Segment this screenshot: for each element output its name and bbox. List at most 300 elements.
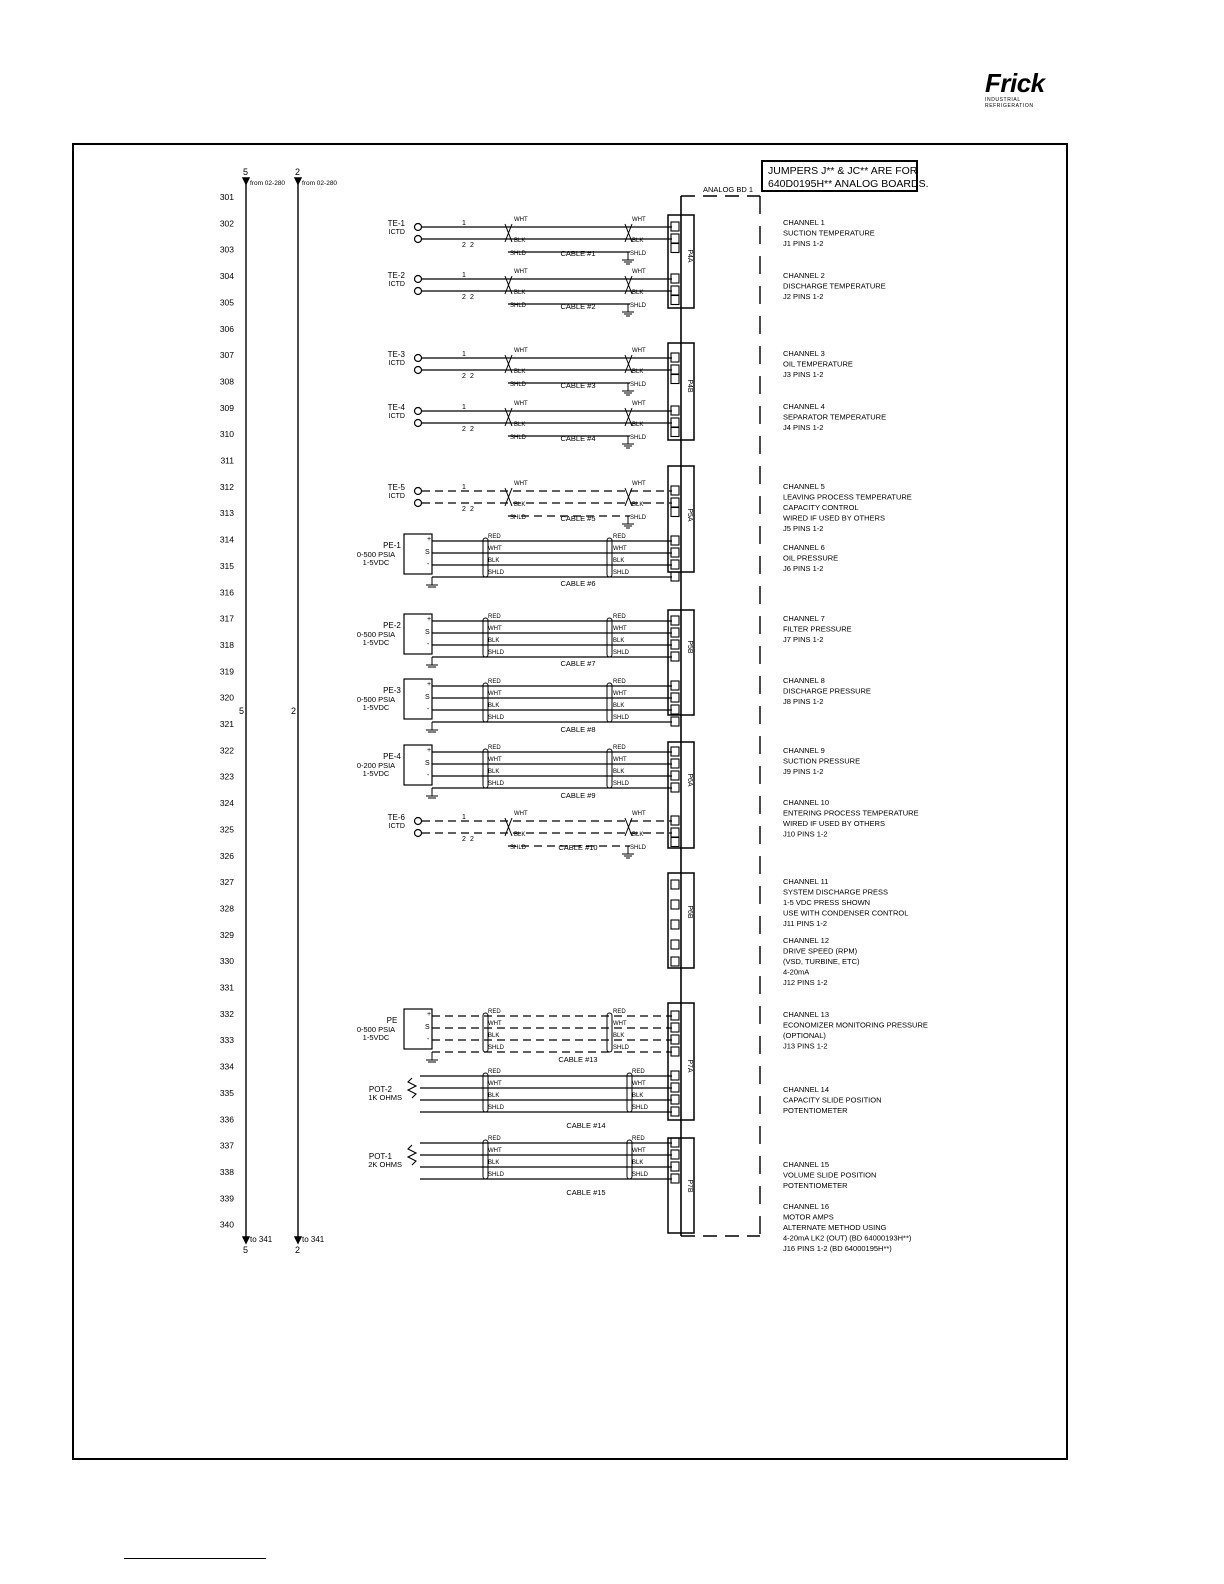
terminal-pin (671, 244, 679, 253)
wire-label-blk: BLK (488, 1093, 500, 1099)
line-number-331: 331 (219, 982, 234, 993)
rail-5-top-number: 5 (243, 167, 249, 177)
channel-3-line-3: J3 PINS 1-2 (783, 370, 824, 379)
wire-label-shld: SHLD (632, 1172, 649, 1178)
channel-14-line-2: CAPACITY SLIDE POSITION (783, 1095, 882, 1105)
wire-label-blk: BLK (488, 558, 500, 564)
channel-3-line-2: OIL TEMPERATURE (783, 359, 853, 369)
device-name-POT-1: POT-1 (368, 1152, 392, 1161)
rail-5-to-label: to 341 (250, 1235, 273, 1244)
wire-label-wht: WHT (632, 481, 646, 487)
line-number-308: 308 (219, 376, 234, 387)
terminal-pin (671, 1047, 679, 1056)
pin-number: 2 (470, 506, 474, 513)
channel-1-line-3: J1 PINS 1-2 (783, 239, 824, 248)
ictd-sensor-coil (415, 224, 422, 231)
pin-number: 2 (462, 373, 466, 380)
line-number-301: 301 (219, 192, 234, 202)
wire-label-blk: BLK (488, 1160, 500, 1166)
channel-9-line-1: CHANNEL 9 (783, 746, 825, 755)
line-number-332: 332 (219, 1008, 234, 1019)
terminal-pin (671, 548, 679, 557)
channel-1-line-2: SUCTION TEMPERATURE (783, 228, 875, 238)
terminal-pin (671, 628, 679, 637)
line-number-340: 340 (219, 1219, 234, 1230)
device-name-TE-4: TE-4 (387, 403, 405, 412)
terminal-pin (671, 783, 679, 792)
channel-13-line-3: (OPTIONAL) (783, 1031, 826, 1040)
line-number-314: 314 (219, 534, 234, 545)
terminal-pin (671, 572, 679, 581)
line-number-311: 311 (220, 455, 234, 466)
pin-number: 2 (462, 836, 466, 843)
terminal-pin (671, 1071, 679, 1080)
channel-14-line-1: CHANNEL 14 (783, 1085, 829, 1094)
terminal-pin (671, 428, 679, 437)
device-sub-TE-3: ICTD (388, 360, 405, 367)
channel-2-line-3: J2 PINS 1-2 (783, 292, 824, 301)
terminal-pin (671, 365, 679, 374)
device-name-PE: PE (386, 1016, 398, 1025)
channel-12-line-1: CHANNEL 12 (783, 936, 829, 945)
channel-9-line-2: SUCTION PRESSURE (783, 756, 861, 766)
device-name-POT-2: POT-2 (368, 1085, 392, 1094)
ground-icon (426, 788, 438, 798)
device-sub-PE-4: 1-5VDC (362, 769, 390, 778)
channel-15-line-3: POTENTIOMETER (783, 1181, 848, 1190)
wire-label-wht: WHT (514, 348, 528, 354)
wire-label-wht: WHT (488, 757, 502, 763)
ictd-sensor-coil (415, 355, 422, 362)
wire-label-wht: WHT (613, 626, 627, 632)
wire-label-blk: BLK (514, 369, 526, 375)
wire-label-shld: SHLD (613, 650, 630, 656)
terminal-plus: + (427, 681, 432, 688)
device-sub-PE-1: 1-5VDC (362, 558, 390, 567)
line-number-313: 313 (219, 508, 234, 519)
wire-label-blk: BLK (488, 638, 500, 644)
channel-5-line-1: CHANNEL 5 (783, 482, 825, 491)
terminal-pin (671, 640, 679, 649)
terminal-minus: - (427, 772, 430, 779)
cable-label-7: CABLE #7 (560, 659, 596, 668)
line-number-303: 303 (219, 244, 234, 255)
rail-5-arrow-bottom (243, 1237, 249, 1243)
wire-label-blk: BLK (613, 558, 625, 564)
terminal-pin (671, 652, 679, 661)
terminal-pin (671, 693, 679, 702)
device-sub-TE-5: ICTD (388, 493, 405, 500)
line-number-335: 335 (219, 1087, 234, 1098)
channel-10-line-2: ENTERING PROCESS TEMPERATURE (783, 808, 919, 818)
rail-2-bottom-number: 2 (295, 1245, 301, 1255)
cable-shield-marker (607, 1013, 612, 1052)
wire-label-red: RED (488, 1069, 501, 1075)
wire-label-shld: SHLD (488, 1172, 505, 1178)
channel-6-line-3: J6 PINS 1-2 (783, 564, 824, 573)
wire-label-wht: WHT (632, 1081, 646, 1087)
line-number-324: 324 (219, 798, 234, 809)
terminal-pin (671, 560, 679, 569)
terminal-pin (671, 418, 679, 427)
terminal-pin (671, 498, 679, 507)
channel-10-line-1: CHANNEL 10 (783, 798, 829, 807)
ictd-sensor-coil (415, 276, 422, 283)
wire-label-shld: SHLD (632, 1105, 649, 1111)
connector-label-P7B: P7B (686, 1179, 693, 1193)
channel-8-line-3: J8 PINS 1-2 (783, 697, 824, 706)
wire-label-blk: BLK (632, 832, 644, 838)
cable-shield-marker (607, 749, 612, 788)
pin-number: 2 (470, 426, 474, 433)
wire-label-red: RED (613, 1009, 626, 1015)
wire-label-blk: BLK (514, 238, 526, 244)
terminal-pin (671, 705, 679, 714)
cable-label-1: CABLE #1 (560, 249, 596, 258)
line-number-328: 328 (219, 903, 234, 914)
cable-shield-marker (607, 538, 612, 577)
rail-2-mid-number: 2 (291, 706, 297, 716)
wire-label-wht: WHT (632, 217, 646, 223)
wire-label-shld: SHLD (488, 570, 505, 576)
wire-label-shld: SHLD (488, 1105, 505, 1111)
pin-number: 2 (462, 426, 466, 433)
ictd-sensor-coil (415, 420, 422, 427)
device-sub-PE: 1-5VDC (362, 1033, 390, 1042)
device-name-TE-1: TE-1 (387, 219, 405, 228)
channel-5-line-4: WIRED IF USED BY OTHERS (783, 513, 885, 523)
channel-5-line-2: LEAVING PROCESS TEMPERATURE (783, 492, 912, 502)
device-sub-PE-2: 0-500 PSIA (356, 630, 396, 639)
cable-label-2: CABLE #2 (560, 302, 596, 311)
wire-label-red: RED (613, 534, 626, 540)
rail-2-to-label: to 341 (302, 1235, 325, 1244)
device-name-PE-4: PE-4 (383, 752, 401, 761)
wire-label-shld: SHLD (630, 251, 647, 257)
pin-number: 2 (470, 373, 474, 380)
rail-5-mid-number: 5 (239, 706, 245, 716)
terminal-plus: + (427, 747, 432, 754)
line-number-337: 337 (219, 1140, 234, 1151)
line-number-315: 315 (219, 560, 234, 571)
connector-label-P5B: P5B (686, 640, 693, 654)
terminal-pin (671, 1138, 679, 1147)
wire-label-wht: WHT (613, 691, 627, 697)
channel-14-line-3: POTENTIOMETER (783, 1106, 848, 1115)
ground-icon (426, 657, 438, 667)
device-sub-TE-1: ICTD (388, 229, 405, 236)
device-name-PE-3: PE-3 (383, 686, 401, 695)
logo-brand: Frick (985, 68, 1045, 98)
channel-9-line-3: J9 PINS 1-2 (783, 767, 824, 776)
channel-11-line-5: J11 PINS 1-2 (783, 919, 828, 928)
cable-label-12: CABLE #14 (566, 1121, 606, 1130)
rail-5-bottom-number: 5 (243, 1245, 249, 1255)
terminal-pin (671, 234, 679, 243)
board-label: ANALOG BD 1 (703, 185, 754, 194)
line-number-317: 317 (219, 613, 234, 624)
wire-label-shld: SHLD (488, 715, 505, 721)
wire-label-wht: WHT (488, 691, 502, 697)
wire-label-red: RED (632, 1069, 645, 1075)
wire-label-wht: WHT (613, 546, 627, 552)
terminal-pin (671, 717, 679, 726)
terminal-minus: - (427, 561, 430, 568)
rail-5-from-label: from 02-280 (250, 180, 286, 187)
line-number-307: 307 (219, 350, 234, 361)
wire-label-shld: SHLD (613, 715, 630, 721)
wire-label-red: RED (488, 1009, 501, 1015)
logo-tagline: INDUSTRIAL REFRIGERATION (985, 97, 1034, 109)
cable-label-4: CABLE #4 (560, 434, 596, 443)
ictd-sensor-coil (415, 830, 422, 837)
channel-12-line-5: J12 PINS 1-2 (783, 978, 828, 987)
terminal-pin (671, 1011, 679, 1020)
terminal-pin (671, 1035, 679, 1044)
line-number-316: 316 (219, 587, 234, 598)
terminal-pin (671, 1150, 679, 1159)
wire-label-blk: BLK (514, 290, 526, 296)
terminal-pin (671, 900, 679, 909)
line-number-334: 334 (219, 1061, 234, 1072)
line-number-333: 333 (219, 1035, 234, 1046)
channel-13-line-1: CHANNEL 13 (783, 1010, 829, 1019)
channel-6-line-1: CHANNEL 6 (783, 543, 825, 552)
wire-label-blk: BLK (488, 1033, 500, 1039)
device-sub-PE-4: 0-200 PSIA (356, 761, 396, 770)
note-line-2: 640D0195H** ANALOG BOARDS. (768, 178, 929, 190)
wire-label-wht: WHT (514, 481, 528, 487)
channel-6-line-2: OIL PRESSURE (783, 553, 839, 563)
terminal-signal: S (425, 694, 430, 701)
terminal-pin (671, 771, 679, 780)
cable-shield-marker (607, 618, 612, 657)
channel-5-line-5: J5 PINS 1-2 (783, 524, 824, 533)
wire-label-shld: SHLD (613, 781, 630, 787)
pin-number: 1 (462, 272, 466, 279)
ground-icon (426, 1052, 438, 1062)
channel-15-line-2: VOLUME SLIDE POSITION (783, 1170, 877, 1180)
channel-2-line-2: DISCHARGE TEMPERATURE (783, 281, 886, 291)
wire-label-wht: WHT (488, 546, 502, 552)
rail-5-arrow-top (243, 178, 249, 184)
terminal-pin (671, 1162, 679, 1171)
ictd-sensor-coil (415, 818, 422, 825)
wire-label-red: RED (632, 1136, 645, 1142)
wire-label-red: RED (488, 1136, 501, 1142)
line-number-319: 319 (219, 666, 234, 677)
pin-number: 1 (462, 404, 466, 411)
line-number-318: 318 (219, 639, 234, 650)
potentiometer-icon (408, 1145, 416, 1165)
wire-label-wht: WHT (613, 1021, 627, 1027)
pin-number: 2 (470, 242, 474, 249)
channel-7-line-3: J7 PINS 1-2 (783, 635, 824, 644)
channel-11-line-3: 1-5 VDC PRESS SHOWN (783, 898, 871, 907)
ictd-sensor-coil (415, 488, 422, 495)
wire-label-red: RED (488, 614, 501, 620)
connector-label-P4B: P4B (686, 379, 693, 393)
terminal-pin (671, 296, 679, 305)
wire-label-wht: WHT (514, 811, 528, 817)
rail-2-from-label: from 02-280 (302, 180, 338, 187)
terminal-pin (671, 486, 679, 495)
wire-label-wht: WHT (514, 269, 528, 275)
channel-16-line-2: MOTOR AMPS (783, 1212, 834, 1222)
channel-11-line-1: CHANNEL 11 (783, 877, 829, 886)
channel-12-line-4: 4-20mA (783, 967, 810, 977)
terminal-pin (671, 1095, 679, 1104)
terminal-signal: S (425, 629, 430, 636)
cable-label-3: CABLE #3 (560, 381, 596, 390)
connector-label-P6A: P6A (686, 773, 693, 787)
channel-2-line-1: CHANNEL 2 (783, 271, 825, 280)
device-sub-PE: 0-500 PSIA (356, 1025, 396, 1034)
device-name-TE-5: TE-5 (387, 483, 405, 492)
wire-label-blk: BLK (632, 290, 644, 296)
wire-label-shld: SHLD (510, 515, 527, 521)
wire-label-wht: WHT (488, 1081, 502, 1087)
terminal-pin (671, 1023, 679, 1032)
note-line-1: JUMPERS J** & JC** ARE FOR (768, 165, 918, 177)
wire-label-red: RED (613, 679, 626, 685)
channel-1-line-1: CHANNEL 1 (783, 218, 825, 227)
channel-16-line-5: J16 PINS 1-2 (BD 64000195H**) (783, 1244, 892, 1253)
wire-label-shld: SHLD (630, 515, 647, 521)
line-number-312: 312 (219, 481, 234, 492)
device-sub-POT-2: 1K OHMS (368, 1093, 402, 1102)
wire-label-wht: WHT (488, 626, 502, 632)
channel-16-line-4: 4-20mA LK2 (OUT) (BD 64000193H**) (783, 1233, 912, 1243)
terminal-pin (671, 536, 679, 545)
wire-label-red: RED (613, 614, 626, 620)
terminal-pin (671, 375, 679, 384)
wire-label-blk: BLK (613, 769, 625, 775)
pin-number: 2 (470, 294, 474, 301)
terminal-pin (671, 508, 679, 517)
wire-label-shld: SHLD (630, 435, 647, 441)
wire-label-blk: BLK (613, 703, 625, 709)
terminal-pin (671, 1107, 679, 1116)
line-number-323: 323 (219, 771, 234, 782)
line-number-305: 305 (219, 297, 234, 308)
line-number-330: 330 (219, 956, 234, 967)
terminal-plus: + (427, 536, 432, 543)
line-number-322: 322 (219, 745, 234, 756)
device-sub-PE-3: 0-500 PSIA (356, 695, 396, 704)
terminal-pin (671, 616, 679, 625)
cable-label-13: CABLE #15 (566, 1188, 606, 1197)
terminal-pin (671, 920, 679, 929)
line-number-309: 309 (219, 402, 234, 413)
wire-label-blk: BLK (632, 369, 644, 375)
line-number-339: 339 (219, 1193, 234, 1204)
terminal-pin (671, 286, 679, 295)
channel-12-line-2: DRIVE SPEED (RPM) (783, 946, 858, 956)
wire-label-wht: WHT (632, 1148, 646, 1154)
device-sub-PE-2: 1-5VDC (362, 638, 390, 647)
terminal-plus: + (427, 1011, 432, 1018)
cable-shield-marker (607, 683, 612, 722)
wire-label-shld: SHLD (613, 1045, 630, 1051)
terminal-minus: - (427, 641, 430, 648)
connector-label-P6B: P6B (686, 905, 693, 919)
channel-12-line-3: (VSD, TURBINE, ETC) (783, 957, 860, 966)
terminal-pin (671, 816, 679, 825)
pin-number: 2 (470, 836, 474, 843)
wire-label-red: RED (488, 534, 501, 540)
channel-15-line-1: CHANNEL 15 (783, 1160, 829, 1169)
channel-7-line-1: CHANNEL 7 (783, 614, 825, 623)
terminal-pin (671, 1174, 679, 1183)
terminal-pin (671, 957, 679, 966)
terminal-pin (671, 838, 679, 847)
wire-label-blk: BLK (514, 502, 526, 508)
device-sub-TE-6: ICTD (388, 823, 405, 830)
wire-label-blk: BLK (632, 238, 644, 244)
channel-4-line-1: CHANNEL 4 (783, 402, 825, 411)
connector-label-P7A: P7A (686, 1059, 693, 1073)
wire-label-wht: WHT (514, 217, 528, 223)
terminal-pin (671, 353, 679, 362)
wire-label-red: RED (488, 745, 501, 751)
channel-7-line-2: FILTER PRESSURE (783, 624, 852, 634)
channel-8-line-1: CHANNEL 8 (783, 676, 825, 685)
cable-twist-marker (625, 818, 632, 836)
device-sub-TE-4: ICTD (388, 413, 405, 420)
ictd-sensor-coil (415, 236, 422, 243)
footer-rule (124, 1558, 266, 1559)
wire-label-wht: WHT (632, 401, 646, 407)
rail-2-arrow-top (295, 178, 301, 184)
pin-number: 1 (462, 814, 466, 821)
wire-label-shld: SHLD (630, 845, 647, 851)
wire-label-wht: WHT (613, 757, 627, 763)
channel-16-line-3: ALTERNATE METHOD USING (783, 1223, 887, 1232)
device-name-TE-6: TE-6 (387, 813, 405, 822)
wire-label-wht: WHT (632, 348, 646, 354)
line-number-310: 310 (219, 429, 234, 440)
pin-number: 1 (462, 220, 466, 227)
terminal-signal: S (425, 1024, 430, 1031)
terminal-pin (671, 406, 679, 415)
wire-label-wht: WHT (632, 811, 646, 817)
wire-label-blk: BLK (488, 769, 500, 775)
wire-label-blk: BLK (613, 1033, 625, 1039)
cable-twist-marker (505, 488, 512, 506)
wire-label-shld: SHLD (488, 1045, 505, 1051)
wire-label-shld: SHLD (510, 845, 527, 851)
terminal-signal: S (425, 760, 430, 767)
wire-label-shld: SHLD (510, 435, 527, 441)
wire-label-shld: SHLD (488, 781, 505, 787)
channel-11-line-2: SYSTEM DISCHARGE PRESS (783, 887, 889, 897)
pin-number: 2 (462, 506, 466, 513)
line-number-338: 338 (219, 1166, 234, 1177)
pin-number: 2 (462, 294, 466, 301)
wire-label-shld: SHLD (488, 650, 505, 656)
terminal-pin (671, 274, 679, 283)
cable-label-9: CABLE #9 (560, 791, 596, 800)
wire-label-wht: WHT (488, 1021, 502, 1027)
device-sub-PE-1: 0-500 PSIA (356, 550, 396, 559)
channel-4-line-3: J4 PINS 1-2 (783, 423, 824, 432)
terminal-plus: + (427, 616, 432, 623)
wire-label-wht: WHT (514, 401, 528, 407)
connector-label-P4A: P4A (686, 249, 693, 263)
cable-twist-marker (505, 818, 512, 836)
wire-label-red: RED (613, 745, 626, 751)
